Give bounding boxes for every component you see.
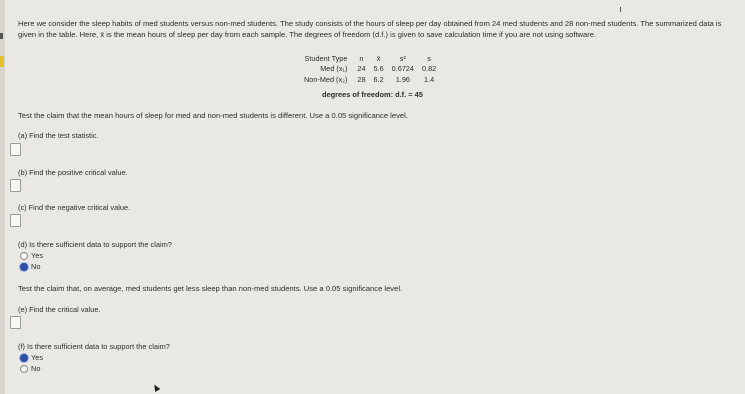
claim-1: Test the claim that the mean hours of sleep for med and non-med students is different. Use a 0.05 significance level.	[18, 111, 408, 120]
table-header: x̄	[376, 53, 381, 63]
question-e: (e) Find the critical value.	[18, 305, 101, 314]
radio-f-yes[interactable]	[20, 354, 28, 362]
table-header: s	[427, 53, 431, 63]
option-d-yes[interactable]	[20, 251, 43, 260]
radio-d-yes[interactable]	[20, 252, 28, 260]
left-marker-dark	[0, 33, 3, 39]
table-cell: Med (x₁)	[320, 64, 348, 74]
option-f-yes[interactable]	[20, 353, 43, 362]
claim-2: Test the claim that, on average, med students get less sleep than non-med students. Use a 0.05 significance level.	[18, 284, 403, 293]
table-header-row	[300, 53, 440, 64]
table-header: n	[359, 53, 364, 63]
option-label: No	[31, 262, 41, 271]
answer-e-input[interactable]	[10, 316, 21, 329]
intro-paragraph: Here we consider the sleep habits of med students versus non-med students. The study consists of the hours of sleep per day obtained from 24 med students and 28 non-med students. The summarized data is given in the table. Here, x̄ is the mean hours of sleep per day from each sample. The degrees of freedom (d.f.) is given to save calculation time if you are not using software.	[18, 19, 722, 39]
table-cell: 0.82	[422, 64, 437, 74]
table-cell: 6.2	[373, 74, 384, 84]
answer-c-input[interactable]	[10, 214, 21, 227]
option-d-no[interactable]	[20, 262, 40, 271]
question-b: (b) Find the positive critical value.	[18, 168, 128, 177]
mouse-cursor-icon	[152, 383, 161, 392]
question-c: (c) Find the negative critical value.	[18, 203, 131, 212]
table-cell: 1.4	[424, 74, 435, 84]
table-row	[300, 64, 440, 75]
answer-b-input[interactable]	[10, 179, 21, 192]
table-cell: 24	[357, 64, 366, 74]
summary-table	[300, 53, 440, 85]
table-row	[300, 74, 440, 85]
table-cell: 1.96	[395, 74, 410, 84]
top-tick-mark	[620, 7, 621, 12]
table-header: Student Type	[304, 53, 348, 63]
option-label: Yes	[31, 353, 44, 362]
option-label: No	[31, 364, 41, 373]
table-cell: 5.6	[373, 64, 384, 74]
table-cell: 28	[357, 74, 366, 84]
question-a: (a) Find the test statistic.	[18, 131, 99, 140]
degrees-of-freedom: degrees of freedom: d.f. = 45	[322, 90, 423, 99]
question-f: (f) Is there sufficient data to support the claim?	[18, 342, 170, 351]
radio-d-no[interactable]	[20, 263, 28, 271]
question-d: (d) Is there sufficient data to support the claim?	[18, 240, 172, 249]
table-cell: Non-Med (x₂)	[304, 74, 348, 84]
left-marker-highlight	[0, 56, 4, 67]
answer-a-input[interactable]	[10, 143, 21, 156]
option-label: Yes	[31, 251, 44, 260]
table-header: s²	[399, 53, 406, 63]
table-cell: 0.6724	[391, 64, 414, 74]
option-f-no[interactable]	[20, 364, 40, 373]
radio-f-no[interactable]	[20, 365, 28, 373]
